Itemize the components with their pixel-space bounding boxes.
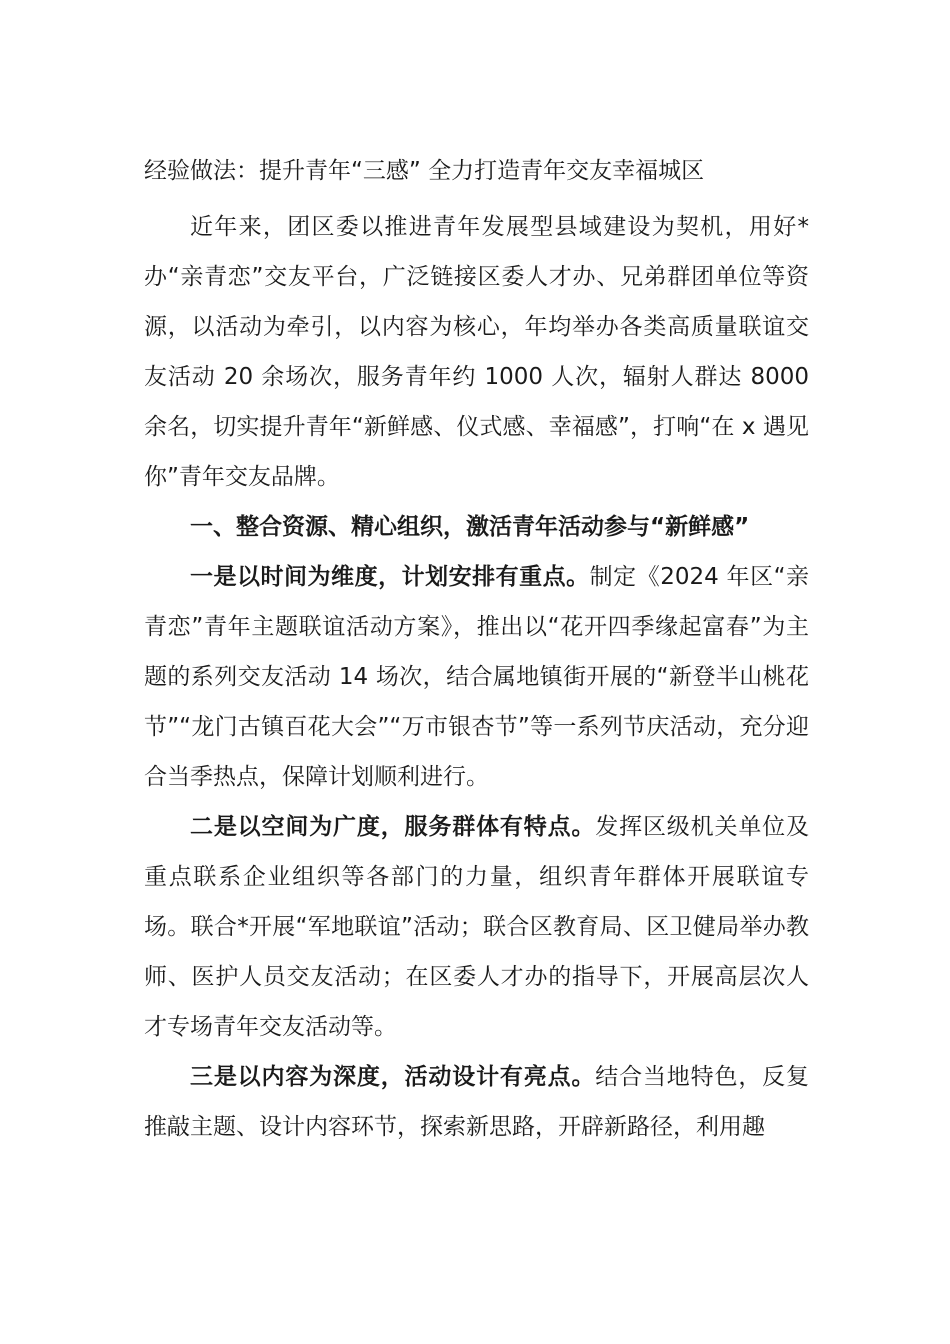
document-body bbox=[144, 146, 809, 1152]
intro-paragraph: 近年来，团区委以推进青年发展型县域建设为契机，用好*办“亲青恋”交友平台，广泛链接区委人才办、兄弟群团单位等资源，以活动为牵引，以内容为核心，年均举办各类高质量联谊交友活动 20 余场次，服务青年约 1000 人次，辐射人群达 8000 余名，切实提升青年“新鲜感、仪式感、幸福感”，打响“在 x 遇见你”青年交友品牌。 bbox=[144, 214, 809, 490]
section-item-2 bbox=[144, 802, 809, 1052]
item-text: 制定《2024 年区“亲青恋”青年主题联谊活动方案》，推出以“花开四季缘起富春”为主题的系列交友活动 14 场次，结合属地镇街开展的“新登半山桃花节”“龙门古镇百花大会”“万市银杏节”等一系列节庆活动，充分迎合当季热点，保障计划顺利进行。 bbox=[144, 564, 809, 790]
item-lead: 一是以时间为维度，计划安排有重点。 bbox=[190, 564, 590, 590]
item-lead: 三是以内容为深度，活动设计有亮点。 bbox=[190, 1064, 596, 1090]
section-heading: 一、整合资源、精心组织，激活青年活动参与“新鲜感” bbox=[190, 514, 750, 540]
item-text: 发挥区级机关单位及重点联系企业组织等各部门的力量，组织青年群体开展联谊专场。联合*开展“军地联谊”活动；联合区教育局、区卫健局举办教师、医护人员交友活动；在区委人才办的指导下，开展高层次人才专场青年交友活动等。 bbox=[144, 814, 810, 1040]
section-item-3 bbox=[144, 1052, 809, 1152]
item-text: 结合当地特色，反复推敲主题、设计内容环节，探索新思路，开辟新路径，利用趣 bbox=[144, 1064, 810, 1140]
document-title: 经验做法：提升青年“三感” 全力打造青年交友幸福城区 bbox=[144, 158, 705, 184]
section-item-1 bbox=[144, 552, 809, 802]
item-lead: 二是以空间为广度，服务群体有特点。 bbox=[190, 814, 596, 840]
